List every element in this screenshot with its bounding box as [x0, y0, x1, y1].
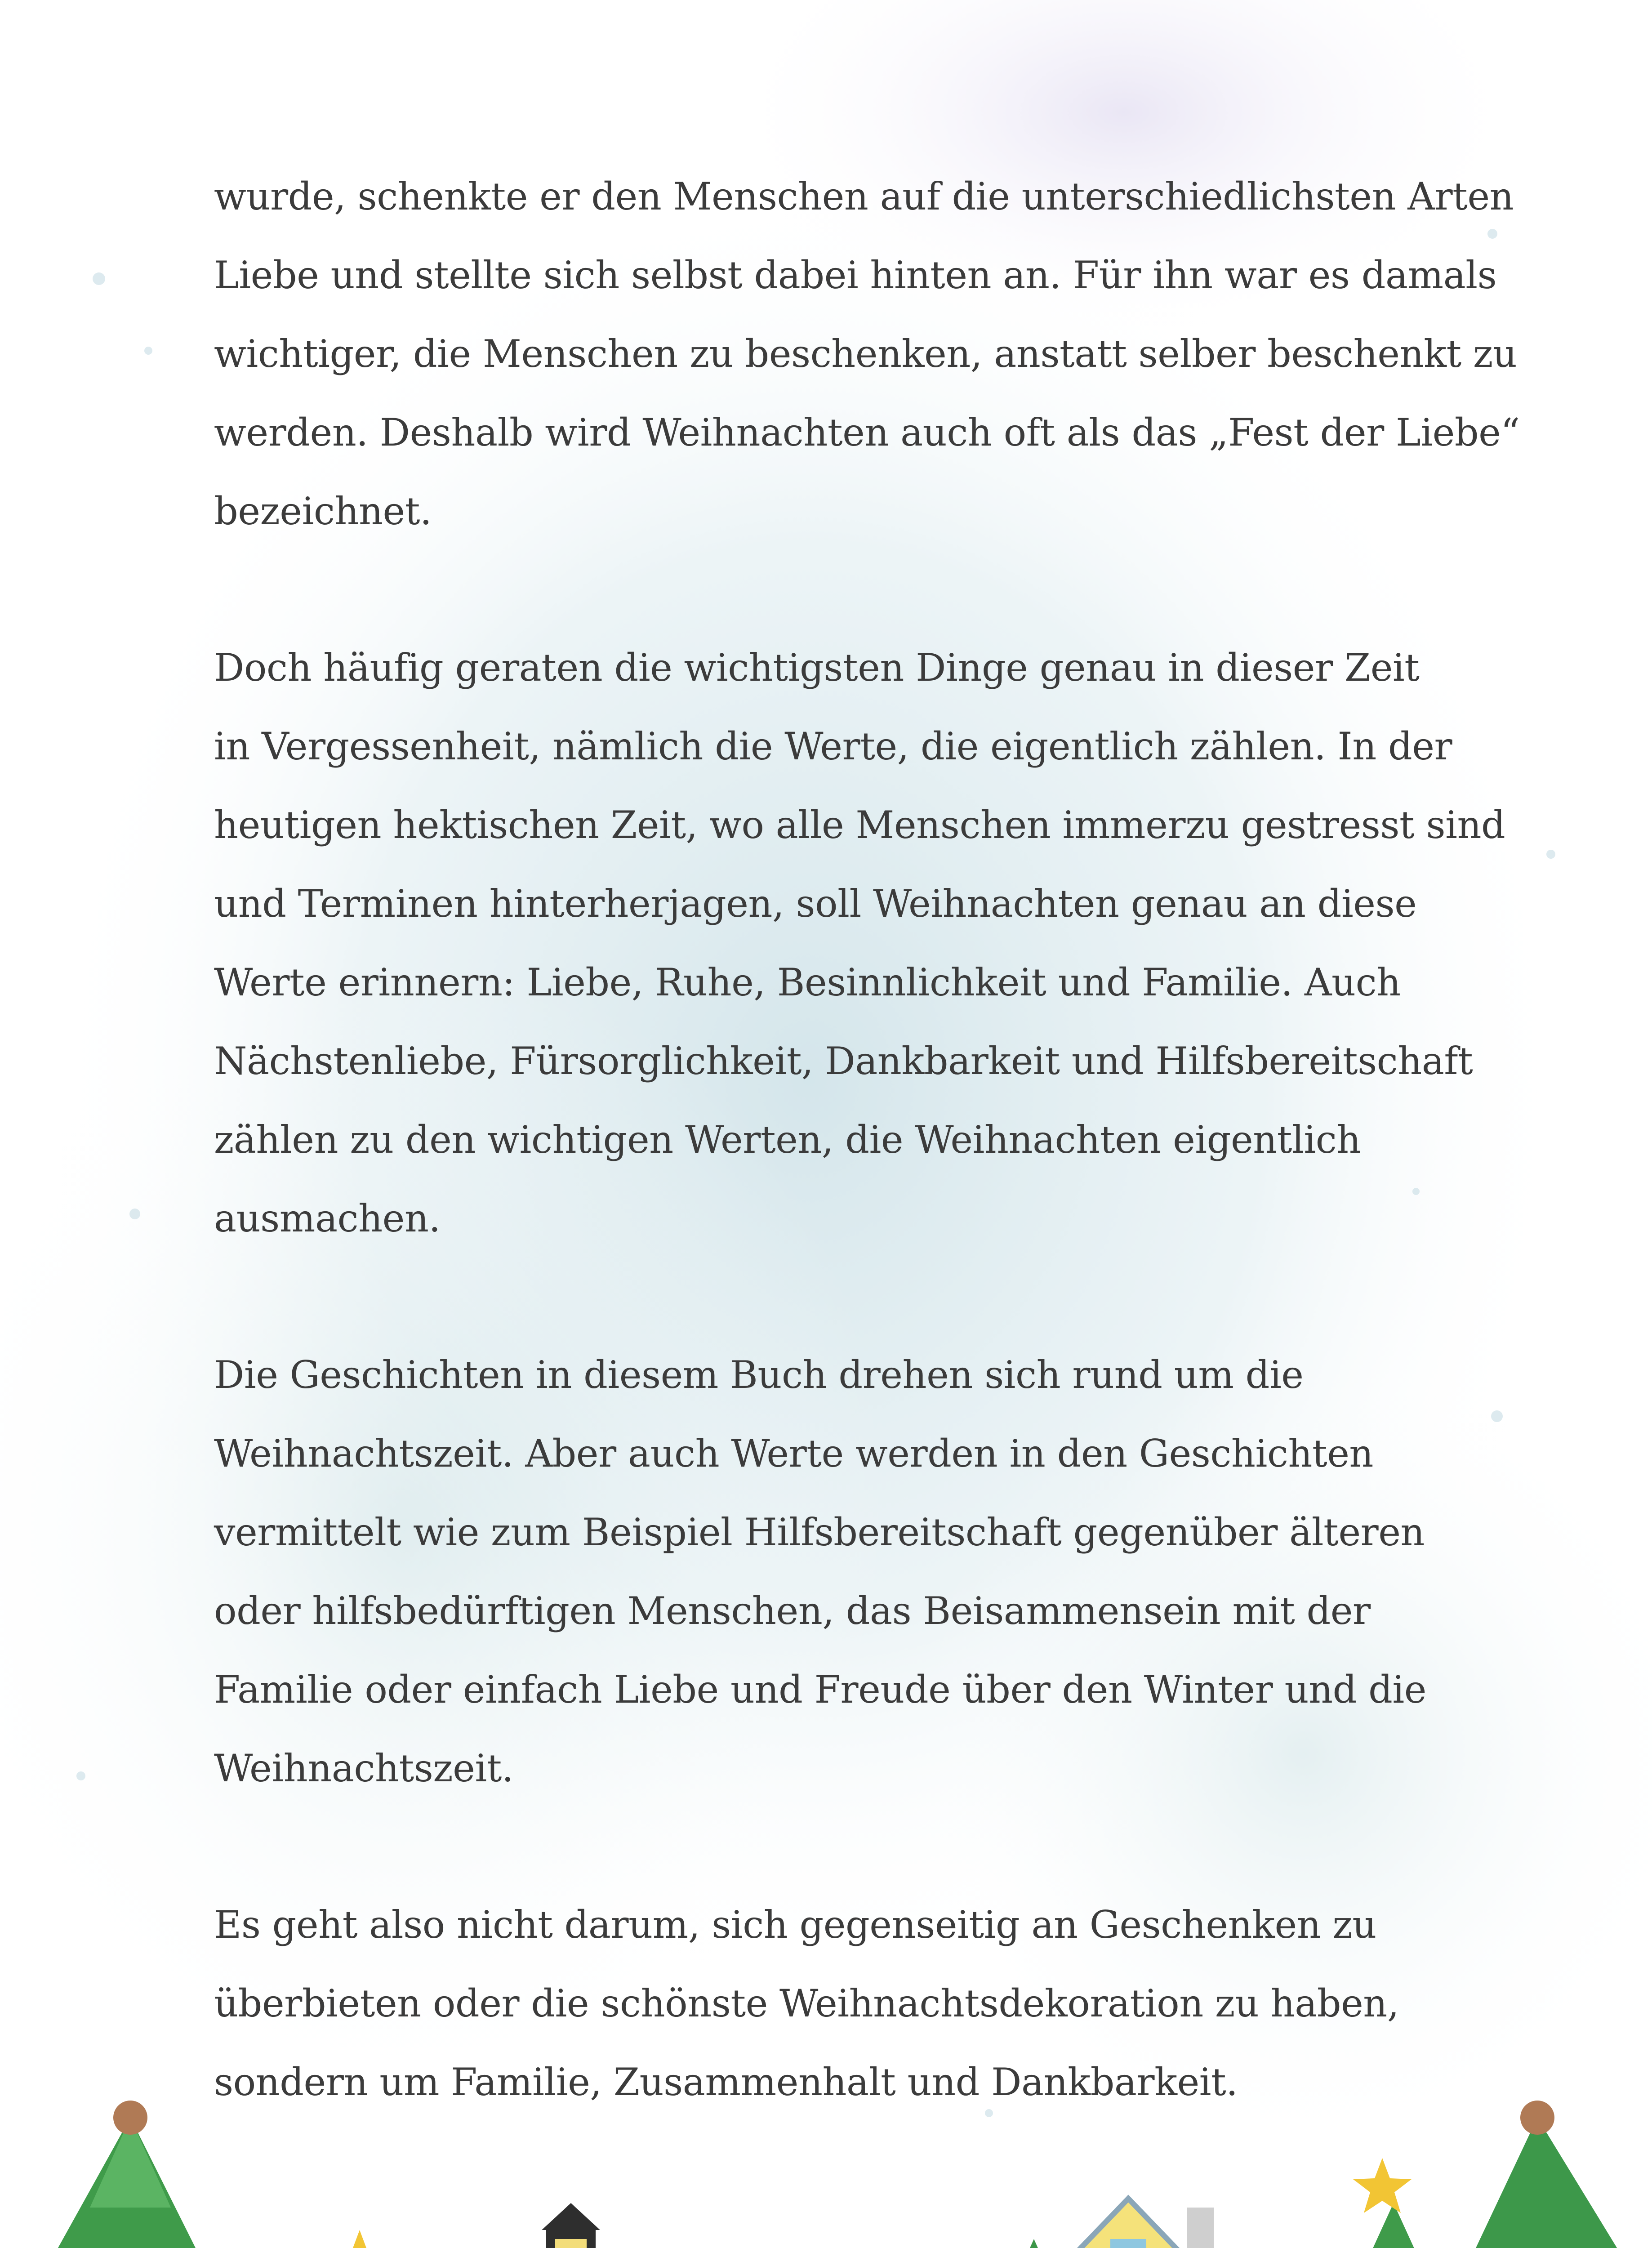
text-line: in Vergessenheit, nämlich die Werte, die eigentlich zählen. In der	[214, 724, 1452, 768]
text-line: Doch häufig geraten die wichtigsten Dinge genau in dieser Zeit	[214, 646, 1420, 690]
paragraph	[214, 157, 1520, 551]
star-icon	[1353, 2158, 1412, 2213]
text-line: heutigen hektischen Zeit, wo alle Menschen immerzu gestresst sind	[214, 803, 1505, 847]
christmas-tree-icon	[1304, 2203, 1483, 2248]
text-line: wurde, schenkte er den Menschen auf die unterschiedlichsten Arten	[214, 174, 1514, 219]
text-line: Liebe und stellte sich selbst dabei hinten an. Für ihn war es damals	[214, 253, 1497, 297]
christmas-village-illustration	[0, 2091, 1652, 2248]
star-icon	[334, 2230, 386, 2248]
text-line: oder hilfsbedürftigen Menschen, das Beisammensein mit der	[214, 1589, 1371, 1633]
paragraph	[214, 629, 1505, 1258]
text-line: Werte erinnern: Liebe, Ruhe, Besinnlichkeit und Familie. Auch	[214, 960, 1401, 1004]
street-lamp-icon	[542, 2203, 600, 2248]
text-line: Nächstenliebe, Fürsorglichkeit, Dankbarkeit und Hilfsbereitschaft	[214, 1039, 1473, 1083]
christmas-tree-icon	[1438, 2101, 1652, 2248]
text-line: und Terminen hinterherjagen, soll Weihnachten genau an diese	[214, 882, 1417, 926]
paragraph	[214, 1336, 1473, 1808]
text-line: sondern um Familie, Zusammenhalt und Dankbarkeit.	[214, 2060, 1238, 2104]
house-icon	[1016, 2199, 1241, 2248]
text-line: Weihnachtszeit.	[214, 1746, 514, 1790]
text-line: Weihnachtszeit. Aber auch Werte werden in den Geschichten	[214, 1432, 1374, 1476]
text-line: überbieten oder die schönste Weihnachtsdekoration zu haben,	[214, 1981, 1399, 2025]
body-text	[214, 157, 1520, 2199]
text-line: Es geht also nicht darum, sich gegenseitig an Geschenken zu	[214, 1903, 1376, 1947]
text-line: vermittelt wie zum Beispiel Hilfsbereitschaft gegenüber älteren	[214, 1510, 1425, 1554]
text-line: Familie oder einfach Liebe und Freude über den Winter und die	[214, 1668, 1426, 1712]
text-line: Die Geschichten in diesem Buch drehen sich rund um die	[214, 1353, 1304, 1397]
text-line: zählen zu den wichtigen Werten, die Weihnachten eigentlich	[214, 1118, 1361, 1162]
text-line: ausmachen.	[214, 1196, 441, 1240]
text-line: werden. Deshalb wird Weihnachten auch oft als das „Fest der Liebe“	[214, 410, 1520, 455]
paragraph	[214, 1886, 1473, 2122]
christmas-tree-icon	[0, 2101, 252, 2248]
text-line: wichtiger, die Menschen zu beschenken, anstatt selber beschenkt zu	[214, 332, 1517, 376]
text-line: bezeichnet.	[214, 489, 432, 533]
